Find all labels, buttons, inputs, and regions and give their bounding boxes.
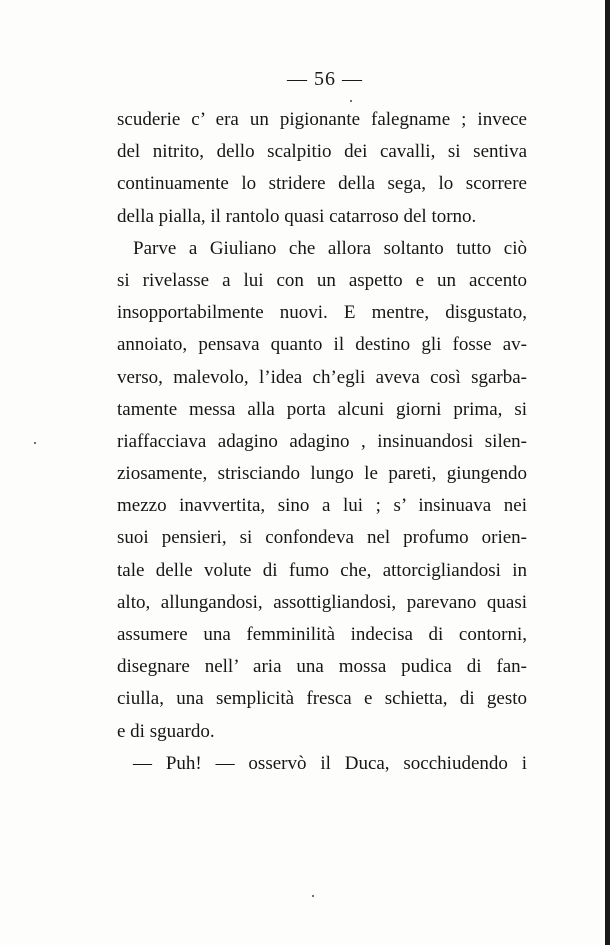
text-line-21: — Puh! — osservò il Duca, socchiudendo i	[133, 752, 527, 774]
text-line-8: annoiato, pensava quanto il destino gli fosse av-	[117, 334, 527, 356]
text-line-13: mezzo inavvertita, sino a lui ; s’ insinuava nei	[117, 495, 527, 517]
text-line-17: assumere una femminilità indecisa di contorni,	[117, 624, 527, 645]
text-line-4: della pialla, il rantolo quasi catarroso del torno.	[117, 205, 477, 227]
text-line-2: del nitrito, dello scalpitio dei cavalli, si sentiva	[117, 141, 527, 163]
page-number: — 56 —	[287, 68, 363, 90]
text-line-6: si rivelasse a lui con un aspetto e un accento	[117, 269, 527, 291]
body-text	[117, 104, 527, 780]
text-line-10: tamente messa alla porta alcuni giorni prima, si	[117, 398, 527, 420]
text-line-20: e di sguardo.	[117, 720, 215, 742]
text-line-1: scuderie c’ era un pigionante falegname ; invece	[117, 109, 527, 130]
text-line-14: suoi pensieri, si confondeva nel profumo orien-	[117, 527, 527, 549]
paper-speck	[34, 442, 36, 444]
paper-speck	[350, 100, 352, 102]
paper-speck	[312, 895, 314, 897]
text-line-3: continuamente lo stridere della sega, lo scorrere	[117, 173, 527, 195]
text-line-12: ziosamente, strisciando lungo le pareti, giungendo	[117, 463, 527, 485]
text-line-19: ciulla, una semplicità fresca e schietta, di gesto	[117, 688, 527, 710]
text-line-16: alto, allungandosi, assottigliandosi, parevano quasi	[117, 591, 527, 613]
text-line-9: verso, malevolo, l’idea ch’egli aveva così sgarba-	[117, 366, 527, 388]
page-edge-shadow	[605, 0, 610, 945]
text-line-18: disegnare nell’ aria una mossa pudica di fan-	[117, 656, 527, 678]
text-line-5: Parve a Giuliano che allora soltanto tutto ciò	[133, 237, 527, 259]
text-line-15: tale delle volute di fumo che, attorcigliandosi in	[117, 559, 527, 581]
text-line-7: insopportabilmente nuovi. E mentre, disgustato,	[117, 302, 527, 324]
text-line-11: riaffacciava adagino adagino , insinuandosi silen-	[117, 430, 527, 452]
